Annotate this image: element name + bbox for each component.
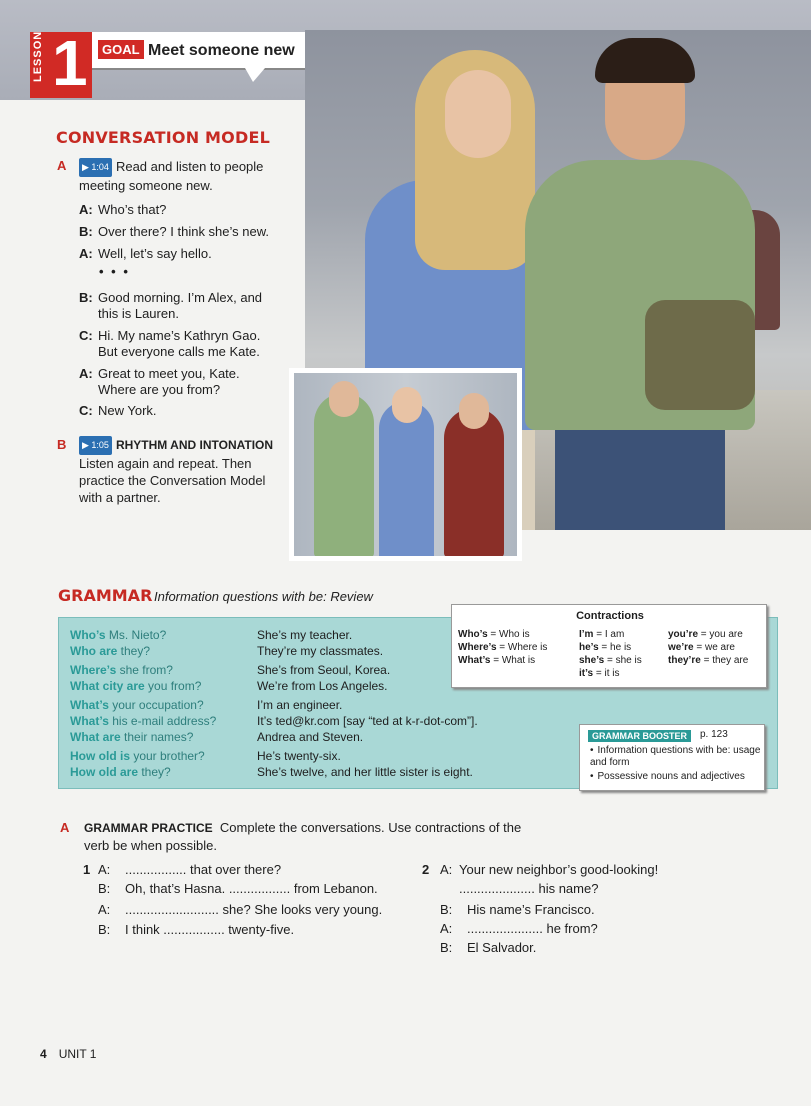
grammar-question: What city are you from?	[70, 679, 202, 693]
dialogue-line: B: Over there? I think she’s new.	[79, 224, 270, 239]
audio-track-icon[interactable]: ▶ 1:04	[79, 158, 112, 177]
grammar-booster-tag: GRAMMAR BOOSTER	[588, 730, 691, 742]
grammar-question: What are their names?	[70, 730, 194, 744]
audio-track-icon[interactable]: ▶ 1:05	[79, 436, 112, 455]
contraction-item: she’s = she is	[579, 655, 642, 666]
inset-kate-figure	[444, 408, 504, 556]
goal-speech-tail	[245, 68, 265, 82]
grammar-answer: It’s ted@kr.com [say “ted at k-r-dot-com”].	[257, 714, 478, 728]
contraction-item: it’s = it is	[579, 668, 620, 679]
conversation-number: 1	[83, 862, 91, 877]
unit-label: UNIT 1	[58, 1047, 97, 1061]
practice-line: B: I think ................. twenty-five.	[98, 922, 295, 937]
practice-line: A: Your new neighbor’s good-looking!	[440, 862, 659, 877]
contraction-item: he’s = he is	[579, 642, 632, 653]
dialogue-line: C: Hi. My name’s Kathryn Gao. But everyone calls me Kate.	[79, 328, 261, 359]
grammar-answer: Andrea and Steven.	[257, 730, 364, 744]
practice-line: B: El Salvador.	[440, 940, 537, 955]
goal-box	[92, 32, 307, 70]
contraction-item: you’re = you are	[668, 629, 743, 640]
lesson-label: LESSON	[32, 30, 44, 82]
list-item: • Information questions with be: usage and form	[590, 745, 762, 769]
bag-figure	[645, 300, 755, 410]
contraction-item: What’s = What is	[458, 655, 536, 666]
contractions-title: Contractions	[576, 610, 644, 622]
lesson-badge	[30, 27, 92, 99]
goal-text: Meet someone new	[148, 42, 295, 59]
goal-tag: GOAL	[98, 40, 144, 59]
grammar-booster-page: p. 123	[700, 729, 728, 740]
grammar-answer: She’s my teacher.	[257, 628, 353, 642]
inset-photo	[289, 368, 522, 561]
exercise-b-instruction: ▶ 1:05 RHYTHM AND INTONATION Listen again and repeat. Then practice the Conversation Model with a partner.	[79, 438, 274, 505]
grammar-booster-box	[579, 724, 765, 791]
page-footer	[40, 1047, 96, 1061]
grammar-answer: He’s twenty-six.	[257, 749, 341, 763]
grammar-question: Who’s Ms. Nieto?	[70, 628, 167, 642]
grammar-answer: I’m an engineer.	[257, 698, 343, 712]
grammar-question: How old is your brother?	[70, 749, 205, 763]
grammar-answer: They’re my classmates.	[257, 644, 384, 658]
grammar-answer: She’s from Seoul, Korea.	[257, 663, 391, 677]
inset-woman-figure	[379, 401, 434, 556]
grammar-question: What’s his e-mail address?	[70, 714, 217, 728]
practice-line: ..................... his name?	[459, 881, 599, 896]
dialogue-line: C: New York.	[79, 403, 157, 418]
conversation-title: CONVERSATION MODEL	[56, 128, 270, 147]
contraction-item: Who’s = Who is	[458, 629, 530, 640]
exercise-letter-a: A	[57, 158, 67, 173]
grammar-title: GRAMMAR	[58, 586, 153, 605]
lesson-number: 1	[52, 27, 88, 99]
practice-line: A: ................. that over there?	[98, 862, 282, 877]
grammar-question: Where’s she from?	[70, 663, 173, 677]
grammar-subtitle: Information questions with be: Review	[154, 589, 373, 604]
contraction-item: I’m = I am	[579, 629, 625, 640]
contractions-box	[451, 604, 767, 688]
contraction-item: they’re = they are	[668, 655, 749, 666]
grammar-question: How old are they?	[70, 765, 171, 779]
dialogue-ellipsis: • • •	[99, 264, 130, 279]
dialogue-line: A: Who’s that?	[79, 202, 167, 217]
grammar-booster-list	[590, 745, 762, 783]
contraction-item: we’re = we are	[668, 642, 735, 653]
contraction-item: Where’s = Where is	[458, 642, 548, 653]
grammar-answer: We’re from Los Angeles.	[257, 679, 388, 693]
inset-man-figure	[314, 393, 374, 556]
practice-line: B: His name’s Francisco.	[440, 902, 595, 917]
exercise-letter-b: B	[57, 437, 67, 452]
conversation-number: 2	[422, 862, 430, 877]
dialogue-line: A: Great to meet you, Kate. Where are you from?	[79, 366, 240, 397]
practice-line: A: .......................... she? She looks very young.	[98, 902, 383, 917]
grammar-question: Who are they?	[70, 644, 151, 658]
exercise-a-instruction: ▶ 1:04 Read and listen to people meeting someone new.	[79, 159, 264, 193]
page-number: 4	[40, 1047, 47, 1061]
grammar-question: What’s your occupation?	[70, 698, 204, 712]
practice-line: B: Oh, that’s Hasna. ................. from Lebanon.	[98, 881, 378, 896]
list-item: • Possessive nouns and adjectives	[590, 771, 762, 783]
practice-letter: A	[60, 820, 70, 835]
dialogue-line: B: Good morning. I’m Alex, and this is Lauren.	[79, 290, 263, 321]
practice-line: A: ..................... he from?	[440, 921, 598, 936]
practice-instruction: GRAMMAR PRACTICE Complete the conversations. Use contractions of the verb be when possible.	[84, 820, 522, 853]
grammar-answer: She’s twelve, and her little sister is eight.	[257, 765, 473, 779]
dialogue-line: A: Well, let’s say hello.	[79, 246, 212, 261]
